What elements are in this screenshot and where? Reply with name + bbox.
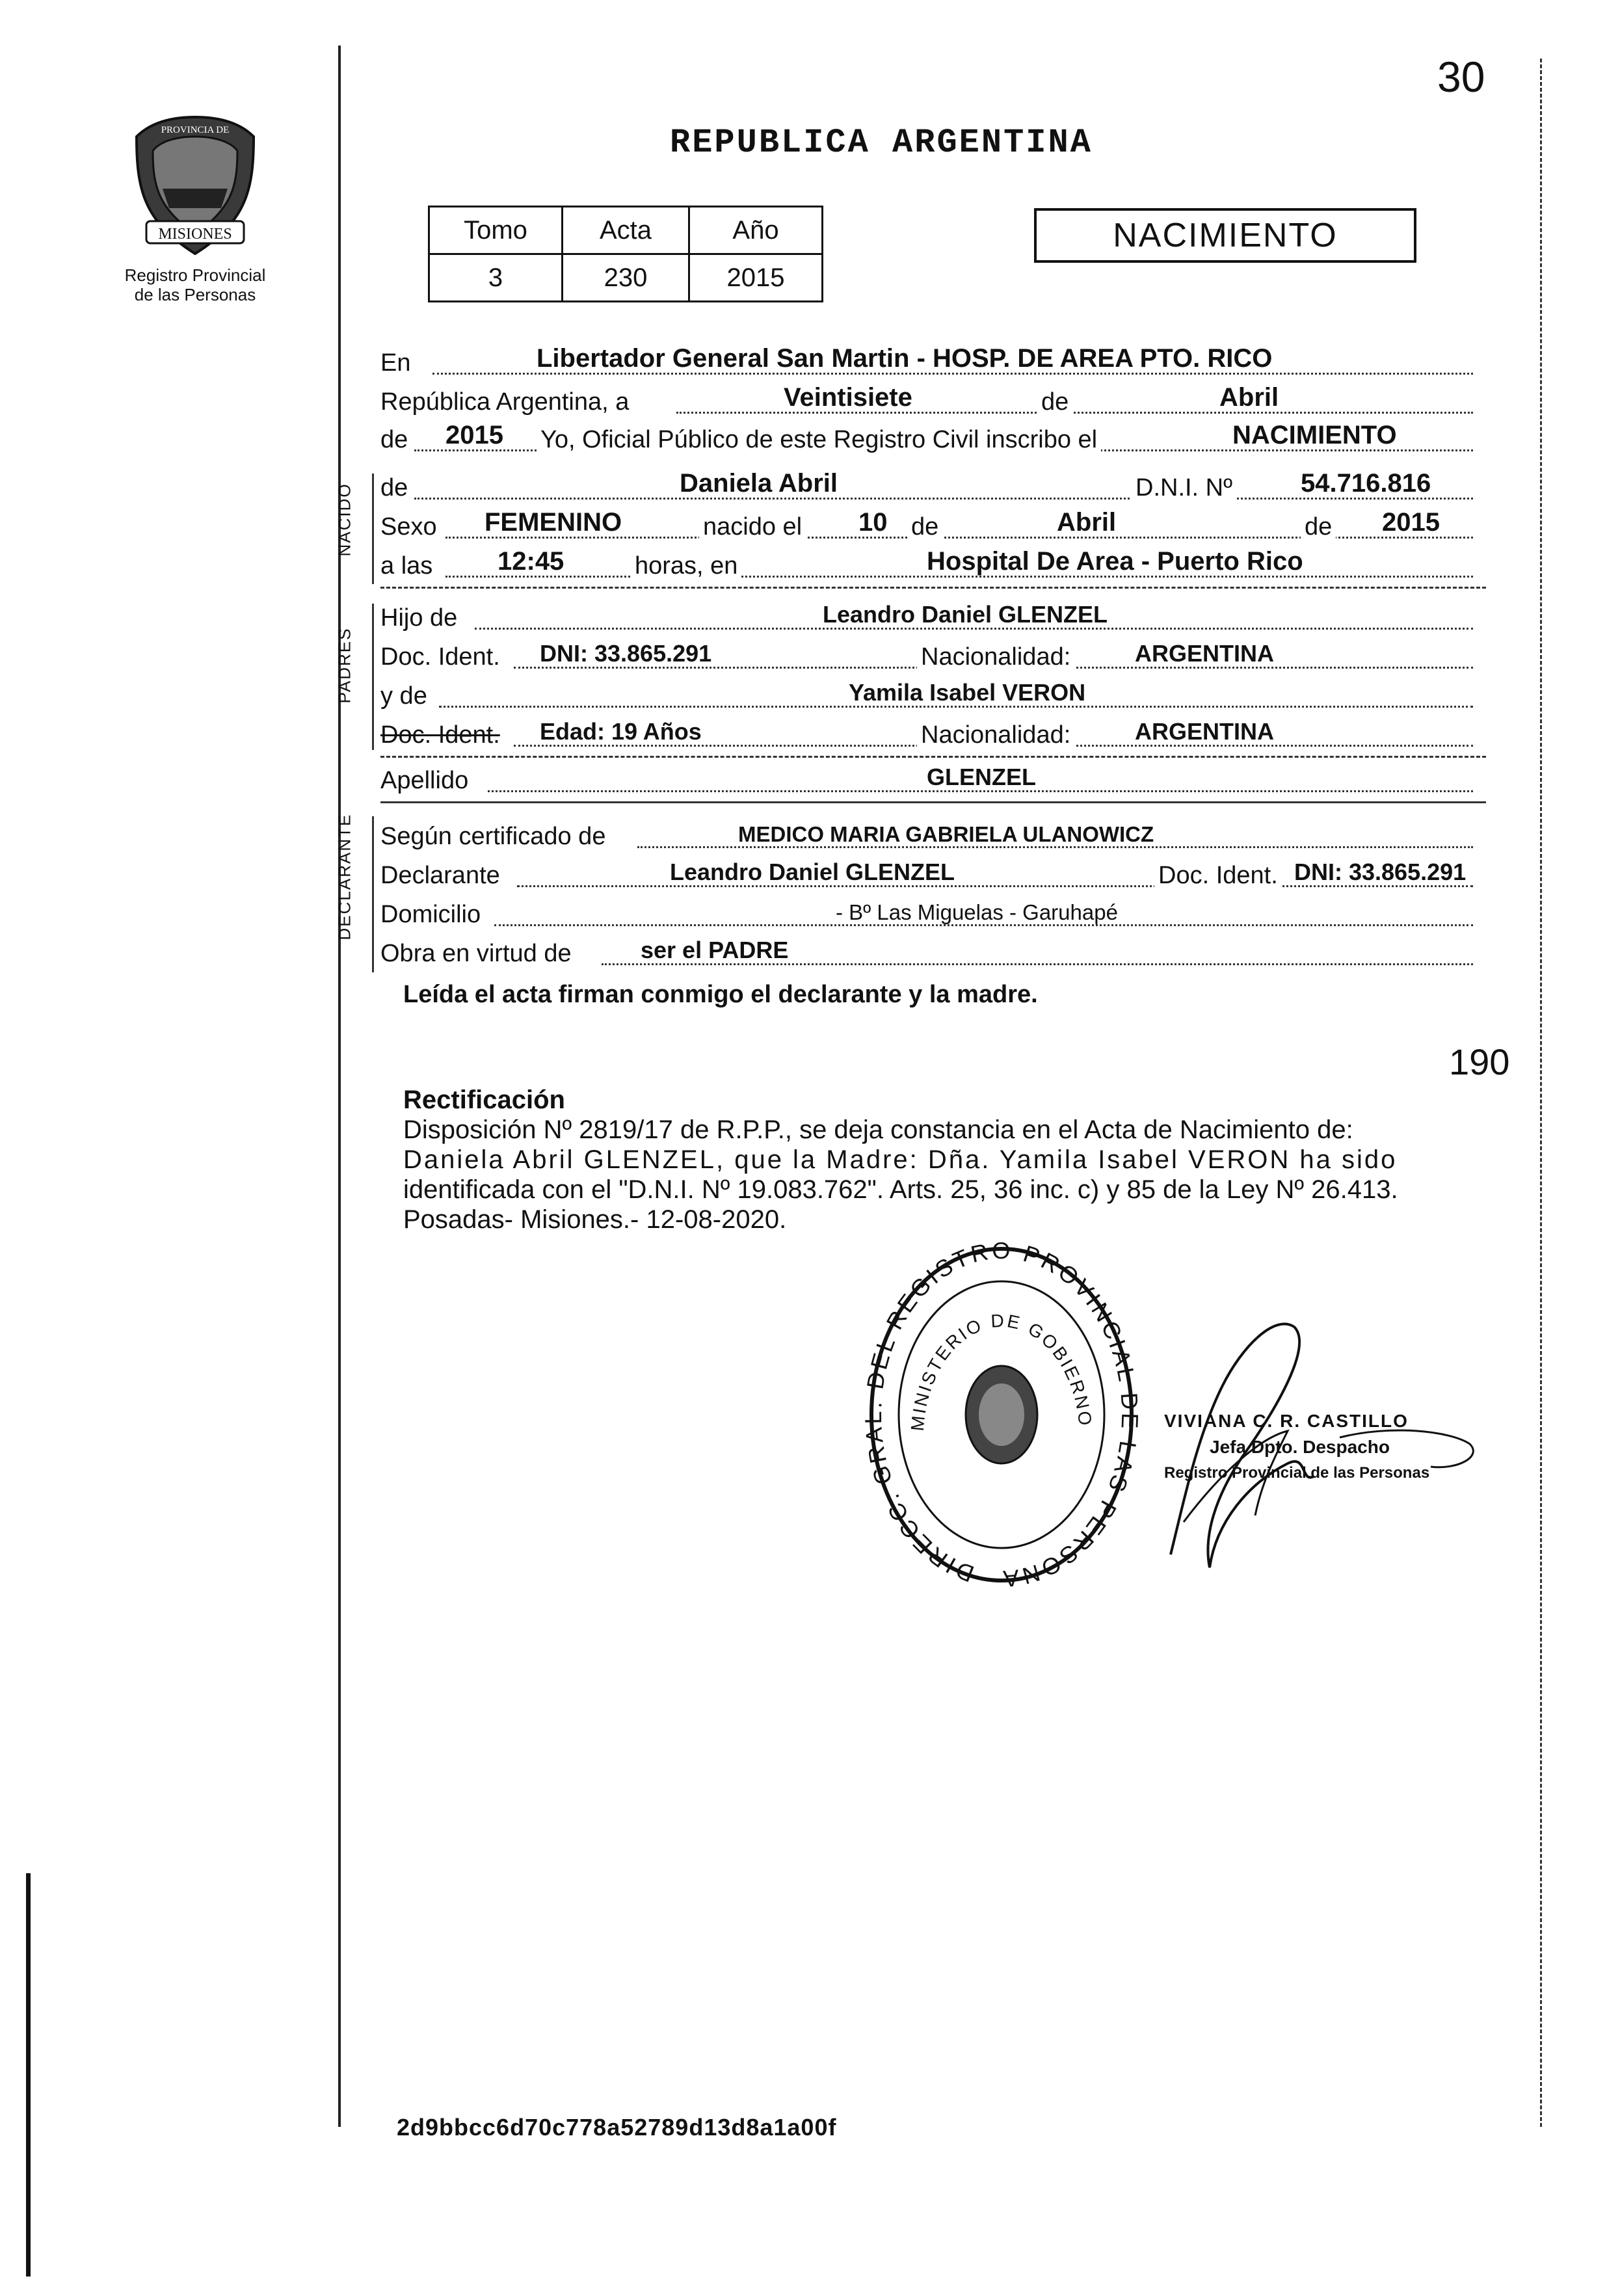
value-apellido: GLENZEL <box>927 764 1036 790</box>
bracket-nacido <box>372 474 374 584</box>
rectification-block <box>403 1085 1496 1235</box>
label-certificado: Según certificado de <box>380 823 606 850</box>
signature-stamp <box>1164 1408 1429 1486</box>
label-de: de <box>1037 388 1072 416</box>
closing-text: Leída el acta firman conmigo el declarante y la madre. <box>403 981 1038 1008</box>
separator-apellido <box>380 801 1486 803</box>
row-republica <box>380 384 1486 420</box>
row-domicilio <box>380 896 1486 933</box>
page-number: 30 <box>1437 53 1485 101</box>
logo-caption-line1: Registro Provincial <box>124 265 266 285</box>
value-declarante-doc: DNI: 33.865.291 <box>1294 859 1467 885</box>
row-hora <box>380 548 1486 584</box>
rectification-line1: Disposición Nº 2819/17 de R.P.P., se deja constancia en el Acta de Nacimiento de: <box>403 1115 1353 1144</box>
stamp-line3: Registro Provincial de las Personas <box>1164 1464 1430 1482</box>
left-edge-mark <box>26 1873 31 2276</box>
value-declarante: Leandro Daniel GLENZEL <box>670 859 955 885</box>
label-horas: horas, en <box>631 552 741 580</box>
official-seal <box>865 1242 1138 1587</box>
row-apellido <box>380 762 1486 799</box>
label-republica: República Argentina, a <box>380 388 630 416</box>
stamp-line2: Jefa Dpto. Despacho <box>1210 1437 1390 1457</box>
label-declarante-doc: Doc. Ident. <box>1154 862 1282 890</box>
label-nacionalidad: Nacionalidad: <box>917 643 1074 671</box>
label-madre-doc-struck: Doc. Ident. <box>380 721 500 749</box>
label-yde: y de <box>380 682 427 710</box>
value-nacido-mes: Abril <box>1057 508 1117 537</box>
value-anio: 2015 <box>689 254 823 302</box>
row-sexo <box>380 509 1486 545</box>
row-inscribo <box>380 421 1486 458</box>
label-obra: Obra en virtud de <box>380 940 572 967</box>
value-domicilio: - Bº Las Miguelas - Garuhapé <box>836 900 1118 924</box>
stamp-line1: VIVIANA C. R. CASTILLO <box>1164 1411 1409 1431</box>
svg-text:PROVINCIA DE: PROVINCIA DE <box>161 125 230 135</box>
value-padre: Leandro Daniel GLENZEL <box>823 601 1108 628</box>
header-acta: Acta <box>563 207 689 254</box>
label-declarante: Declarante <box>380 862 500 889</box>
value-inscribo: NACIMIENTO <box>1232 421 1397 449</box>
left-margin-rule <box>338 46 341 2127</box>
registry-table <box>428 206 823 302</box>
value-mes: Abril <box>1219 383 1279 412</box>
value-dia: Veintisiete <box>784 383 912 412</box>
separator-nacido <box>380 587 1486 589</box>
row-ydemadre <box>380 678 1486 714</box>
value-padre-doc: DNI: 33.865.291 <box>540 640 712 667</box>
value-dni: 54.716.816 <box>1301 469 1431 498</box>
label-dni: D.N.I. Nº <box>1132 474 1236 502</box>
label-nombre: de <box>380 474 408 501</box>
label-doc-ident: Doc. Ident. <box>380 643 500 671</box>
logo-caption-line2: de las Personas <box>134 285 256 304</box>
rectification-line3: identificada con el "D.N.I. Nº 19.083.762". Arts. 25, 36 inc. c) y 85 de la Ley Nº 26.413. <box>403 1175 1398 1204</box>
label-apellido: Apellido <box>380 767 469 794</box>
label-nacido-de1: de <box>907 513 942 541</box>
bracket-padres <box>372 604 374 750</box>
hash-code: 2d9bbcc6d70c778a52789d13d8a1a00f <box>397 2114 837 2141</box>
header-tomo: Tomo <box>429 207 563 254</box>
row-en <box>380 345 1486 381</box>
margin-number: 190 <box>1449 1041 1510 1082</box>
row-nombre <box>380 470 1486 506</box>
document-title: REPUBLICA ARGENTINA <box>670 124 1093 162</box>
svg-text:MISIONES: MISIONES <box>158 226 232 243</box>
rectification-line2: Daniela Abril GLENZEL, que la Madre: Dña. Yamila Isabel VERON ha sido <box>403 1145 1398 1174</box>
value-tomo: 3 <box>429 254 563 302</box>
value-lugar: Hospital De Area - Puerto Rico <box>927 547 1303 576</box>
side-label-declarante: DECLARANTE <box>334 813 354 941</box>
side-label-padres: PADRES <box>334 627 354 704</box>
row-obra <box>380 935 1486 972</box>
value-padre-nac: ARGENTINA <box>1135 640 1274 667</box>
header-anio: Año <box>689 207 823 254</box>
label-nacionalidad2: Nacionalidad: <box>917 721 1074 749</box>
label-en: En <box>380 349 411 377</box>
value-sexo: FEMENINO <box>485 508 622 537</box>
value-certificado: MEDICO MARIA GABRIELA ULANOWICZ <box>738 822 1154 846</box>
value-acta: 230 <box>563 254 689 302</box>
label-alas: a las <box>380 552 433 580</box>
row-declarante <box>380 857 1486 894</box>
side-label-nacido: NACIDO <box>334 483 354 557</box>
svg-text:MINISTERIO DE GOBIERNO: MINISTERIO DE GOBIERNO <box>907 1310 1096 1432</box>
label-inscribo: Yo, Oficial Público de este Registro Civil inscribo el <box>537 426 1101 454</box>
bracket-declarante <box>372 816 374 972</box>
label-nacido: nacido el <box>699 513 806 541</box>
label-anio-prefix: de <box>380 426 408 453</box>
label-nacido-de2: de <box>1301 513 1336 541</box>
value-madre-doc: Edad: 19 Años <box>540 718 702 745</box>
province-logo <box>124 111 267 260</box>
value-madre: Yamila Isabel VERON <box>849 679 1086 706</box>
seal-icon <box>865 1242 1138 1587</box>
value-madre-nac: ARGENTINA <box>1135 718 1274 745</box>
rectification-heading: Rectificación <box>403 1086 565 1114</box>
value-hora: 12:45 <box>498 547 564 576</box>
logo-caption <box>111 265 280 304</box>
separator-padres <box>380 756 1486 758</box>
svg-text:DIRECC. GRAL. DEL REGISTRO PRO: DIRECC. G EL REGISTRO PROVINCIAL AS PERSONA <box>865 1242 1138 1587</box>
value-nacido-anio: 2015 <box>1382 508 1440 537</box>
label-domicilio: Domicilio <box>380 901 481 928</box>
row-certificado <box>380 818 1486 855</box>
row-madre-doc <box>380 717 1486 753</box>
label-hijo: Hijo de <box>380 604 458 632</box>
row-hijo <box>380 600 1486 636</box>
value-anio: 2015 <box>445 421 503 449</box>
row-padre-doc <box>380 639 1486 675</box>
label-sexo: Sexo <box>380 513 437 541</box>
value-obra: ser el PADRE <box>641 937 789 963</box>
act-type-box: NACIMIENTO <box>1034 208 1416 263</box>
right-margin-rule <box>1540 59 1542 2127</box>
rectification-line4: Posadas- Misiones.- 12-08-2020. <box>403 1205 787 1234</box>
value-nacido-dia: 10 <box>858 508 888 537</box>
value-en: Libertador General San Martin - HOSP. DE AREA PTO. RICO <box>537 344 1273 373</box>
coat-of-arms-icon <box>124 111 267 260</box>
value-nombre: Daniela Abril <box>680 469 838 498</box>
